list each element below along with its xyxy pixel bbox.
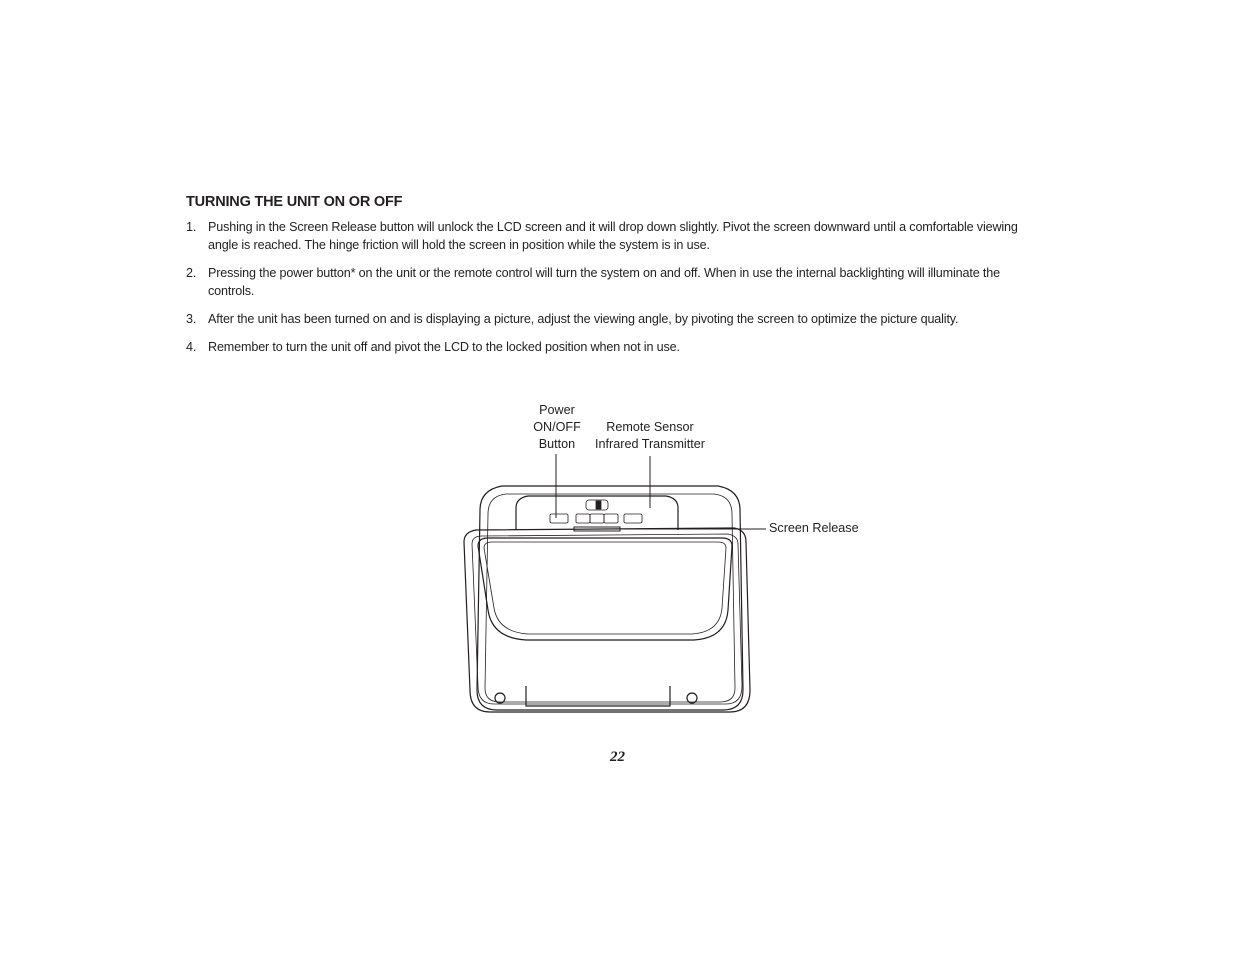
power-label-line: Button (538, 437, 576, 451)
lcd-panel-inner (484, 542, 726, 634)
instruction-step (186, 264, 1046, 300)
lcd-panel (478, 538, 732, 640)
screen-frame-inner (472, 534, 742, 704)
housing-outline (477, 486, 743, 710)
eject-button-icon (624, 514, 642, 523)
screen-frame (464, 528, 750, 712)
control-button-icon (576, 514, 590, 523)
power-label-line: ON/OFF (533, 420, 581, 434)
instruction-step (186, 338, 1046, 356)
step-text: Pressing the power button* on the unit or the remote control will turn the system on and off. When in use the internal backlighting will illuminate the controls. (208, 266, 1000, 298)
step-text: Pushing in the Screen Release button will unlock the LCD screen and it will drop down slightly. Pivot the screen downward until a comfortable viewing angle is reached. The hinge friction will hold the screen in position while the system is in use. (208, 220, 1018, 252)
step-number: 1. (186, 220, 197, 234)
section-heading: TURNING THE UNIT ON OR OFF (186, 194, 403, 210)
step-text: Remember to turn the unit off and pivot the LCD to the locked position when not in use. (208, 340, 680, 354)
bottom-lip (526, 686, 670, 706)
step-text: After the unit has been turned on and is displaying a picture, adjust the viewing angle, by pivoting the screen to optimize the picture quality. (208, 312, 959, 326)
step-number: 2. (186, 266, 197, 280)
sensor-label-line: Infrared Transmitter (595, 437, 705, 451)
step-number: 4. (186, 340, 197, 354)
control-button-icon (590, 514, 604, 523)
sensor-label-line: Remote Sensor (606, 420, 694, 434)
power-label-line: Power (539, 403, 575, 417)
housing-inner-outline (485, 494, 735, 702)
power-button-label (522, 402, 592, 453)
instruction-list (186, 218, 1046, 366)
mode-switch-knob (596, 501, 601, 509)
power-button-icon (550, 514, 568, 523)
control-button-icon (604, 514, 618, 523)
instruction-step (186, 218, 1046, 254)
step-number: 3. (186, 312, 197, 326)
remote-sensor-label (586, 419, 714, 453)
monitor-diagram (440, 450, 780, 720)
screen-release-label: Screen Release (769, 521, 859, 535)
screw-hole (495, 693, 505, 703)
page-number: 22 (610, 749, 625, 765)
screw-hole (687, 693, 697, 703)
instruction-step (186, 310, 1046, 328)
